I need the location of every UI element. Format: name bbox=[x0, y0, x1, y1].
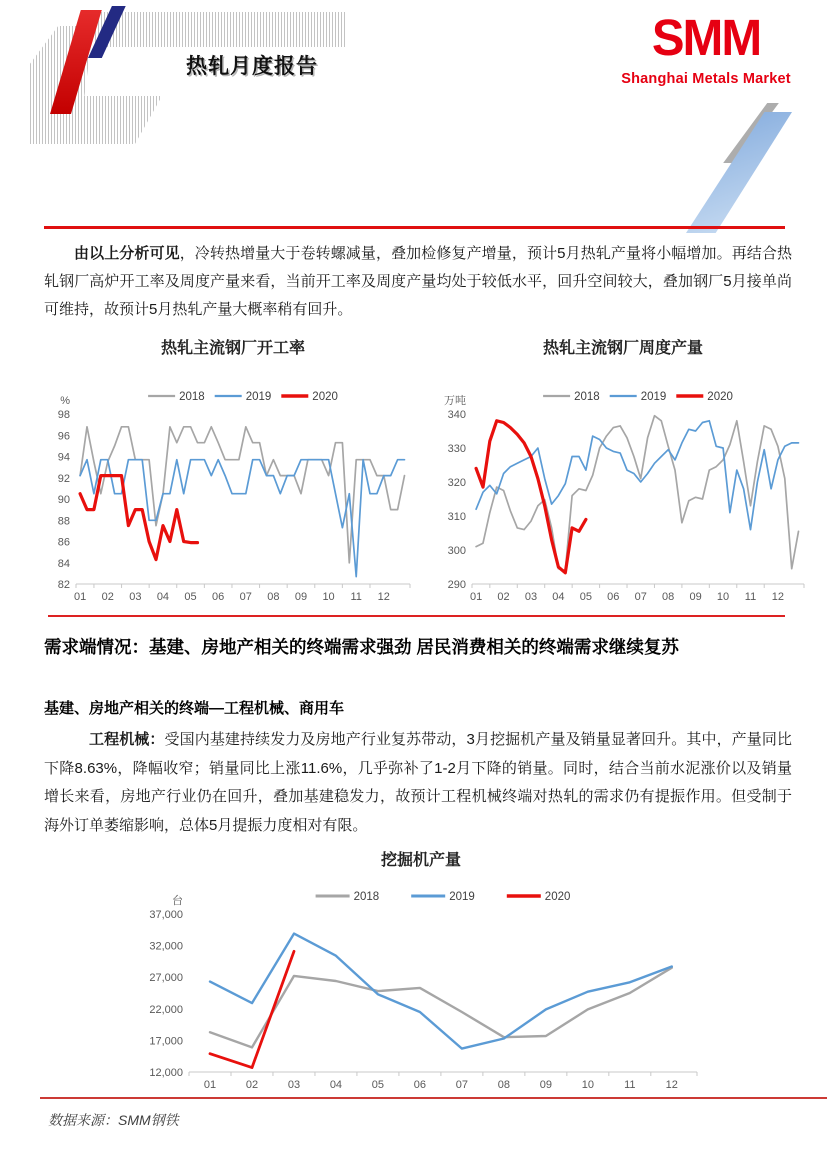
excavator-output-chart-title: 挖掘机产量 bbox=[380, 852, 461, 869]
svg-text:01: 01 bbox=[203, 1079, 217, 1091]
svg-text:17,000: 17,000 bbox=[149, 1035, 183, 1048]
svg-text:2019: 2019 bbox=[245, 391, 272, 403]
svg-text:82: 82 bbox=[57, 579, 70, 591]
stripe-band-decoration bbox=[95, 12, 345, 47]
svg-text:07: 07 bbox=[239, 591, 252, 603]
section-divider bbox=[48, 615, 785, 617]
svg-text:94: 94 bbox=[57, 451, 70, 464]
svg-text:300: 300 bbox=[447, 545, 466, 557]
svg-text:04: 04 bbox=[329, 1079, 343, 1091]
svg-text:10: 10 bbox=[716, 591, 730, 603]
svg-text:98: 98 bbox=[57, 409, 70, 421]
svg-text:2020: 2020 bbox=[707, 391, 733, 403]
machinery-paragraph bbox=[44, 726, 792, 840]
svg-text:03: 03 bbox=[287, 1079, 301, 1091]
svg-text:02: 02 bbox=[497, 591, 510, 603]
svg-text:2019: 2019 bbox=[640, 391, 667, 403]
svg-text:09: 09 bbox=[294, 591, 308, 603]
svg-text:06: 06 bbox=[413, 1079, 427, 1091]
svg-text:08: 08 bbox=[497, 1079, 511, 1091]
svg-text:2019: 2019 bbox=[449, 891, 475, 903]
svg-text:11: 11 bbox=[624, 1079, 636, 1091]
svg-text:32,000: 32,000 bbox=[149, 940, 183, 953]
svg-text:万吨: 万吨 bbox=[444, 395, 466, 407]
svg-text:92: 92 bbox=[57, 472, 70, 485]
svg-text:330: 330 bbox=[447, 443, 466, 455]
svg-text:02: 02 bbox=[245, 1079, 259, 1091]
svg-text:04: 04 bbox=[552, 591, 565, 603]
svg-text:09: 09 bbox=[689, 591, 702, 603]
header-divider bbox=[44, 226, 785, 229]
svg-text:10: 10 bbox=[322, 591, 335, 603]
svg-text:11: 11 bbox=[744, 591, 757, 603]
svg-text:08: 08 bbox=[267, 591, 280, 603]
smm-logo-text: SMM bbox=[651, 9, 761, 67]
svg-text:2018: 2018 bbox=[353, 891, 380, 903]
summary-paragraph bbox=[44, 240, 792, 324]
machinery-paragraph-text: 受国内基建持续发力及房地产行业复苏带动，3月挖掘机产量及销量显著回升。其中，产量同比下降8.63%，降幅收窄；销量同比上涨11.6%，几乎弥补了1-2月下降的销量。同时，结合当前水泥涨价以及销量增长来看，房地产行业仍在回升，叠加基建稳发力，故预计工程机械终端对热轧的需求仍有提振作用。但受制于海外订单萎缩影响，总体5月提振力度相对有限。 bbox=[44, 731, 792, 834]
summary-paragraph-text: ，冷转热增量大于卷转螺减量，叠加检修复产增量，预计5月热轧产量将小幅增加。再结合热轧钢厂高炉开工率及周度产量来看，当前开工率及周度产量均处于较低水平，回升空间较大，叠加钢厂5月接单尚可维持，故预计5月热轧产量大概率稍有回升。 bbox=[44, 245, 792, 318]
chart-canvas bbox=[432, 362, 814, 610]
svg-text:11: 11 bbox=[350, 591, 362, 603]
svg-text:37,000: 37,000 bbox=[149, 909, 183, 921]
svg-text:02: 02 bbox=[101, 591, 114, 603]
section-heading: 需求端情况：基建、房地产相关的终端需求强劲 居民消费相关的终端需求继续复苏 bbox=[44, 637, 679, 657]
svg-text:27,000: 27,000 bbox=[149, 972, 183, 985]
svg-text:01: 01 bbox=[469, 591, 483, 603]
svg-text:07: 07 bbox=[455, 1079, 469, 1091]
svg-text:05: 05 bbox=[371, 1079, 385, 1091]
svg-text:90: 90 bbox=[57, 494, 70, 506]
svg-text:96: 96 bbox=[57, 430, 70, 443]
svg-text:09: 09 bbox=[539, 1079, 552, 1091]
page-title: 热轧月度报告 bbox=[186, 55, 318, 78]
svg-text:07: 07 bbox=[634, 591, 647, 603]
excavator-output-chart bbox=[131, 850, 711, 1098]
svg-text:88: 88 bbox=[57, 515, 70, 528]
svg-text:22,000: 22,000 bbox=[149, 1003, 183, 1016]
weekly-output-chart bbox=[432, 338, 814, 610]
subsection-heading: 基建、房地产相关的终端—工程机械、商用车 bbox=[44, 700, 345, 717]
svg-text:2018: 2018 bbox=[179, 391, 205, 403]
svg-text:06: 06 bbox=[607, 591, 620, 603]
svg-text:2018: 2018 bbox=[574, 391, 600, 403]
svg-text:320: 320 bbox=[447, 477, 466, 489]
svg-text:340: 340 bbox=[447, 409, 466, 421]
data-source: 数据来源：SMM钢铁 bbox=[48, 1112, 179, 1128]
svg-text:12: 12 bbox=[665, 1079, 678, 1091]
svg-text:06: 06 bbox=[212, 591, 225, 603]
summary-paragraph-lead: 由以上分析可见 bbox=[74, 245, 180, 262]
operating-rate-chart bbox=[44, 338, 422, 610]
svg-text:台: 台 bbox=[172, 895, 183, 907]
operating-rate-chart-title: 热轧主流钢厂开工率 bbox=[160, 340, 305, 357]
footer-divider bbox=[40, 1097, 827, 1099]
svg-text:03: 03 bbox=[524, 591, 538, 603]
chart-canvas bbox=[131, 874, 711, 1098]
svg-text:05: 05 bbox=[579, 591, 592, 603]
svg-text:12,000: 12,000 bbox=[149, 1067, 183, 1079]
blue-slash-icon bbox=[686, 112, 792, 233]
svg-text:290: 290 bbox=[447, 579, 466, 591]
machinery-paragraph-lead: 工程机械： bbox=[89, 731, 165, 748]
svg-text:12: 12 bbox=[771, 591, 785, 603]
weekly-output-chart-title: 热轧主流钢厂周度产量 bbox=[542, 340, 703, 357]
svg-text:08: 08 bbox=[662, 591, 675, 603]
svg-text:10: 10 bbox=[581, 1079, 594, 1091]
svg-text:84: 84 bbox=[57, 557, 70, 570]
chart-canvas bbox=[44, 362, 422, 610]
smm-logo bbox=[608, 8, 804, 87]
svg-text:01: 01 bbox=[74, 591, 87, 603]
svg-text:05: 05 bbox=[184, 591, 197, 603]
svg-text:%: % bbox=[60, 395, 70, 407]
smm-logo-subtitle: Shanghai Metals Market bbox=[621, 71, 791, 87]
stripe-block-lower-decoration bbox=[30, 96, 180, 144]
svg-text:310: 310 bbox=[447, 511, 466, 523]
svg-text:04: 04 bbox=[156, 591, 170, 603]
svg-text:2020: 2020 bbox=[544, 891, 571, 903]
svg-text:2020: 2020 bbox=[312, 391, 338, 403]
svg-text:12: 12 bbox=[377, 591, 390, 603]
svg-text:86: 86 bbox=[57, 536, 70, 549]
svg-text:03: 03 bbox=[129, 591, 142, 603]
